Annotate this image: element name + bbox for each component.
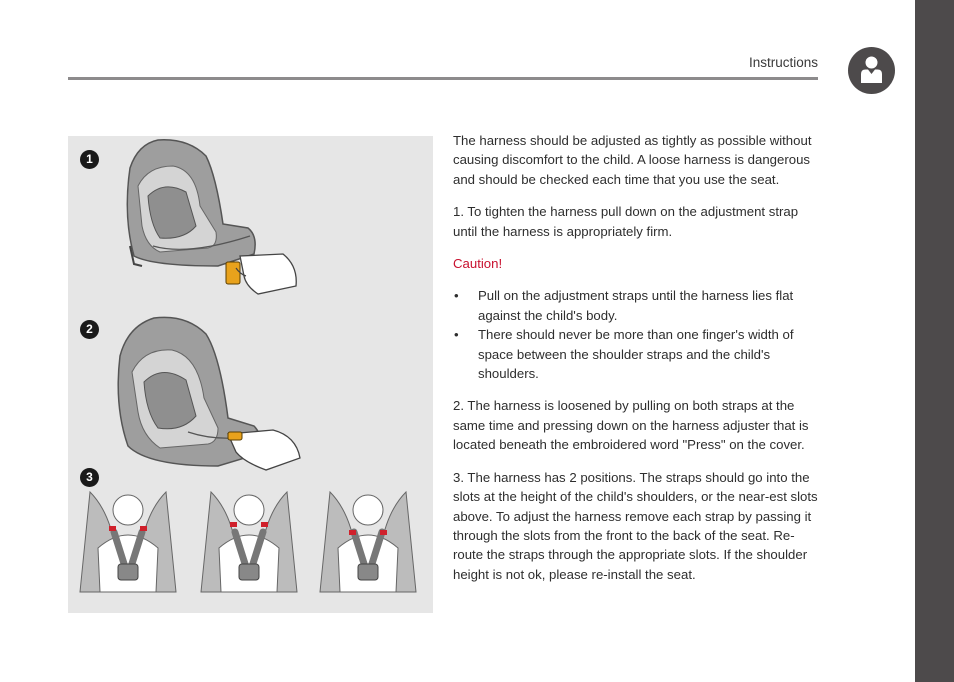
harness-diagrams bbox=[80, 492, 416, 592]
car-seat-figure-1 bbox=[127, 140, 296, 294]
section-label: Instructions bbox=[748, 55, 818, 70]
step-number-1: 1 bbox=[80, 150, 99, 169]
illustration-panel bbox=[68, 136, 433, 613]
caution-item bbox=[453, 325, 818, 383]
caution-item-text: There should never be more than one finger's width of space between the shoulder straps and the child's shoulders. bbox=[478, 327, 794, 382]
step-number-3: 3 bbox=[80, 468, 99, 487]
bullet-marker: • bbox=[454, 288, 459, 304]
harness-diagram-b bbox=[201, 492, 297, 592]
side-tab-bar bbox=[915, 0, 954, 682]
bullet-marker: • bbox=[454, 327, 459, 343]
caution-item-text: Pull on the adjustment straps until the harness lies flat against the child's body. bbox=[478, 288, 794, 323]
car-seat-illustrations bbox=[68, 136, 433, 613]
instructions-text bbox=[453, 131, 818, 597]
caution-title: Caution! bbox=[453, 256, 503, 272]
caution-list bbox=[453, 286, 818, 383]
step1-paragraph: 1. To tighten the harness pull down on the adjustment strap until the harness is appropriately firm. bbox=[453, 204, 799, 239]
harness-diagram-a bbox=[80, 492, 176, 592]
step-number-2: 2 bbox=[80, 320, 99, 339]
header-rule bbox=[68, 77, 818, 80]
person-icon bbox=[848, 47, 895, 94]
harness-diagram-c bbox=[320, 492, 416, 592]
car-seat-figure-2 bbox=[118, 317, 300, 470]
step2-paragraph: 2. The harness is loosened by pulling on both straps at the same time and pressing down on the harness adjuster that is located beneath the embroidered word "Press" on the cover. bbox=[453, 398, 809, 453]
intro-paragraph: The harness should be adjusted as tightly as possible without causing discomfort to the child. A loose harness is dangerous and should be checked each time that you use the seat. bbox=[453, 133, 812, 187]
caution-item bbox=[453, 286, 818, 325]
step3-paragraph: 3. The harness has 2 positions. The straps should go into the slots at the height of the child's shoulders, or the near-est slots above. To adjust the harness remove each strap by passing it through the slots from the front to the back of the seat. Re-route the straps through the appropriate slots. If the shoulder height is not ok, please re-install the seat. bbox=[453, 469, 818, 582]
